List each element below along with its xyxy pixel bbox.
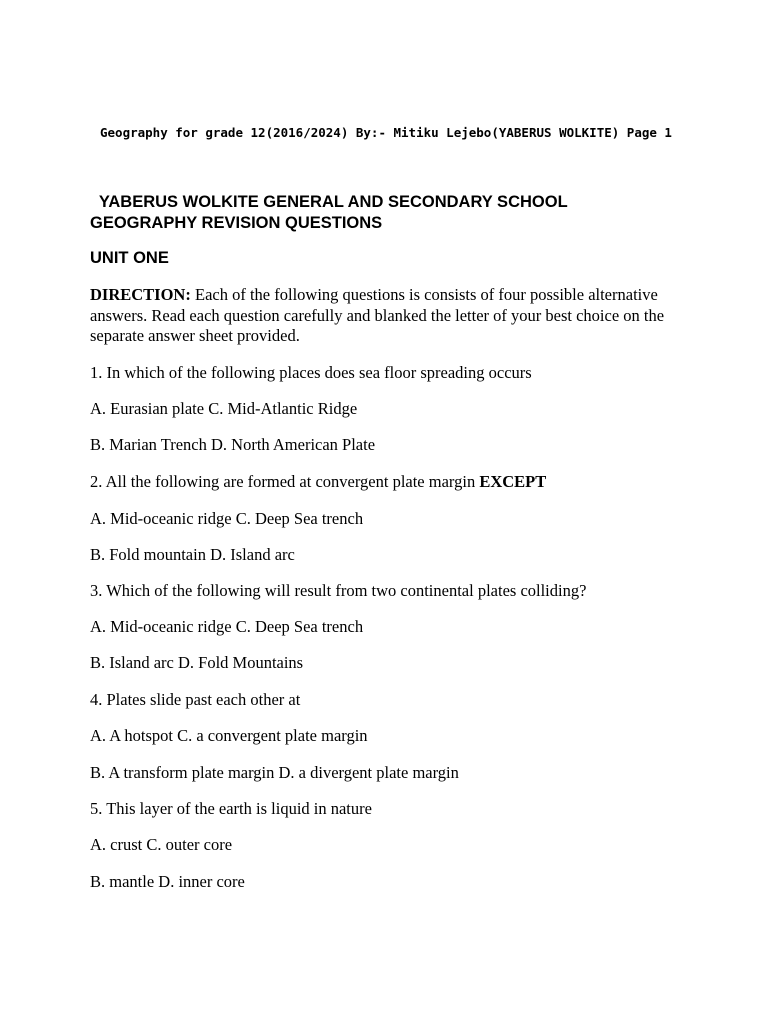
direction-label: DIRECTION: xyxy=(90,285,191,304)
question-1-stem xyxy=(90,363,532,383)
unit-heading: UNIT ONE xyxy=(90,249,169,267)
question-1-options-a-c: A. Eurasian plate C. Mid-Atlantic Ridge xyxy=(90,399,358,418)
question-3-text: 3. Which of the following will result from two continental plates colliding? xyxy=(90,581,587,600)
page-header: Geography for grade 12(2016/2024) By:- Mitiku Lejebo(YABERUS WOLKITE) Page 1 xyxy=(100,125,672,140)
question-2-emphasis: EXCEPT xyxy=(479,472,547,491)
question-3-options-b-d: B. Island arc D. Fold Mountains xyxy=(90,653,304,672)
question-5-options-a-c: A. crust C. outer core xyxy=(90,835,233,854)
question-2-stem xyxy=(90,472,546,492)
question-4-text: 4. Plates slide past each other at xyxy=(90,690,301,709)
document-subtitle: GEOGRAPHY REVISION QUESTIONS xyxy=(90,214,383,232)
document-title xyxy=(90,192,690,234)
question-2-options-a-c: A. Mid-oceanic ridge C. Deep Sea trench xyxy=(90,509,364,528)
school-name-text: YABERUS WOLKITE GENERAL AND SECONDARY SCHOOL xyxy=(98,193,568,211)
question-5-text: 5. This layer of the earth is liquid in nature xyxy=(90,799,372,818)
question-2-text: 2. All the following are formed at convergent plate margin xyxy=(90,472,480,491)
question-4-options-a-c: A. A hotspot C. a convergent plate margin xyxy=(90,726,368,745)
question-1-options-b-d: B. Marian Trench D. North American Plate xyxy=(90,435,376,454)
question-2-options-b-d: B. Fold mountain D. Island arc xyxy=(90,545,295,564)
question-4-stem xyxy=(90,690,300,710)
school-name xyxy=(90,192,690,213)
question-3-options-a-c: A. Mid-oceanic ridge C. Deep Sea trench xyxy=(90,617,364,636)
question-5-stem xyxy=(90,799,372,819)
question-4-options-b-d: B. A transform plate margin D. a divergent plate margin xyxy=(90,763,459,782)
question-5-options-b-d: B. mantle D. inner core xyxy=(90,872,245,891)
direction-text: Each of the following questions is consists of four possible alternative answers. Read each question carefully and blanked the letter of your best choice on the separate answer sheet provided. xyxy=(90,285,665,345)
question-1-text: 1. In which of the following places does sea floor spreading occurs xyxy=(90,363,532,382)
direction-paragraph xyxy=(90,285,670,347)
question-3-stem xyxy=(90,581,586,601)
